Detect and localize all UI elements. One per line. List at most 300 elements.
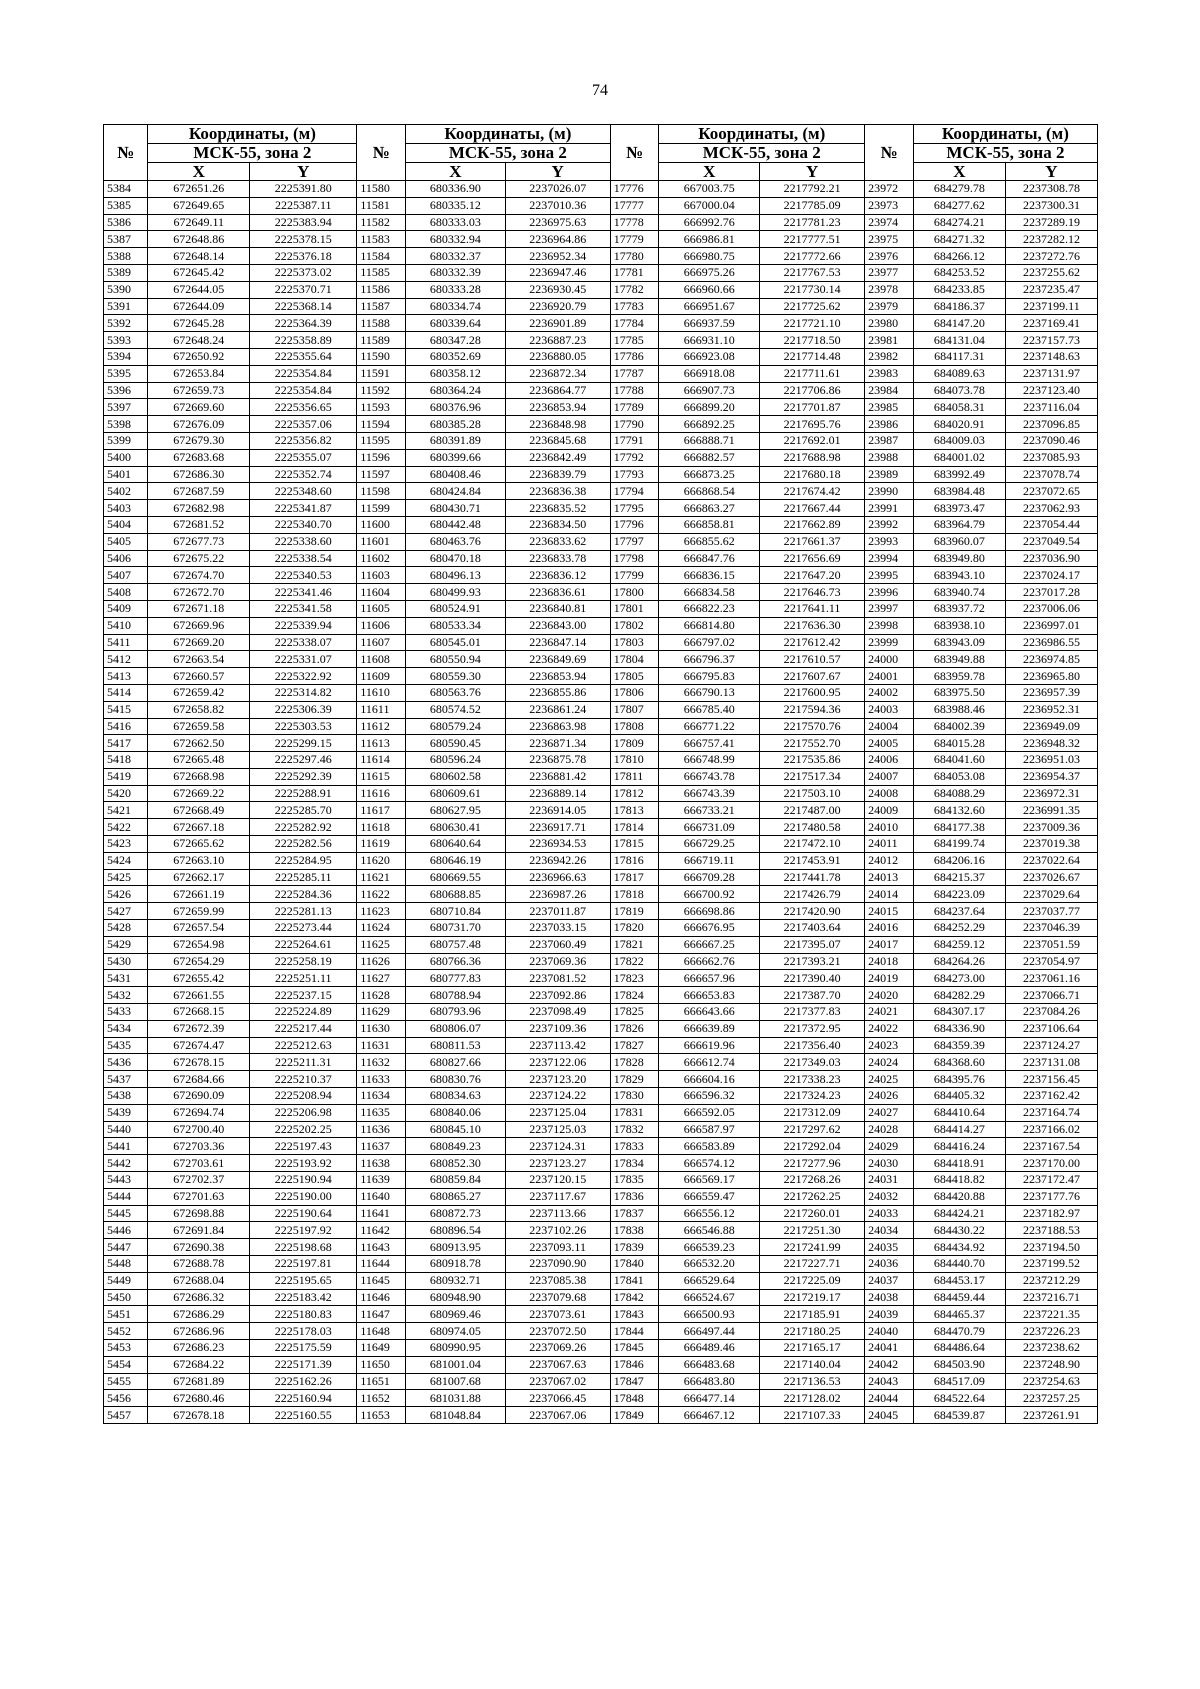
point-number-cell: 17779: [610, 231, 659, 248]
point-number-cell: 17835: [610, 1172, 659, 1189]
coord-y-cell: 2236833.62: [505, 533, 610, 550]
column-header-y: Y: [250, 163, 357, 181]
coord-x-cell: 681031.88: [406, 1390, 506, 1407]
point-number-cell: 24033: [865, 1205, 914, 1222]
coord-y-cell: 2225352.74: [250, 466, 357, 483]
coord-x-cell: 672684.66: [148, 1071, 250, 1088]
coord-y-cell: 2217487.00: [760, 802, 865, 819]
coord-x-cell: 666790.13: [659, 684, 760, 701]
coord-x-cell: 666882.57: [659, 449, 760, 466]
table-row: [104, 1054, 1098, 1071]
coord-y-cell: 2236840.81: [505, 600, 610, 617]
coord-x-cell: 672665.48: [148, 752, 250, 769]
point-number-cell: 24029: [865, 1138, 914, 1155]
coord-x-cell: 680918.78: [406, 1256, 506, 1273]
coord-x-cell: 680339.64: [406, 315, 506, 332]
point-number-cell: 17831: [610, 1104, 659, 1121]
table-row: [104, 852, 1098, 869]
coord-x-cell: 680806.07: [406, 1020, 506, 1037]
point-number-cell: 24038: [865, 1289, 914, 1306]
point-number-cell: 11589: [357, 332, 406, 349]
coord-x-cell: 684416.24: [913, 1138, 1005, 1155]
coord-y-cell: 2237272.76: [1005, 248, 1097, 265]
coord-x-cell: 683960.07: [913, 533, 1005, 550]
table-row: [104, 1356, 1098, 1373]
point-number-cell: 24017: [865, 936, 914, 953]
coord-y-cell: 2237072.50: [505, 1323, 610, 1340]
coord-x-cell: 666467.12: [659, 1407, 760, 1424]
point-number-cell: 17797: [610, 533, 659, 550]
point-number-cell: 17849: [610, 1407, 659, 1424]
point-number-cell: 5413: [104, 668, 148, 685]
coord-x-cell: 672667.18: [148, 819, 250, 836]
coord-y-cell: 2217260.01: [760, 1205, 865, 1222]
coord-x-cell: 672677.73: [148, 533, 250, 550]
coord-x-cell: 672668.15: [148, 1004, 250, 1021]
point-number-cell: 11637: [357, 1138, 406, 1155]
coord-y-cell: 2237123.27: [505, 1155, 610, 1172]
coord-x-cell: 666639.89: [659, 1020, 760, 1037]
point-number-cell: 17821: [610, 936, 659, 953]
coord-y-cell: 2225322.92: [250, 668, 357, 685]
coord-y-cell: 2237096.85: [1005, 416, 1097, 433]
point-number-cell: 5454: [104, 1356, 148, 1373]
point-number-cell: 24022: [865, 1020, 914, 1037]
point-number-cell: 17777: [610, 197, 659, 214]
coord-y-cell: 2236965.80: [1005, 668, 1097, 685]
coord-x-cell: 684020.91: [913, 416, 1005, 433]
point-number-cell: 11617: [357, 802, 406, 819]
table-row: [104, 584, 1098, 601]
point-number-cell: 17812: [610, 785, 659, 802]
coord-y-cell: 2225340.70: [250, 516, 357, 533]
point-number-cell: 11634: [357, 1088, 406, 1105]
point-number-cell: 5398: [104, 416, 148, 433]
coord-y-cell: 2237166.02: [1005, 1121, 1097, 1138]
coord-y-cell: 2236986.55: [1005, 634, 1097, 651]
coord-x-cell: 684233.85: [913, 281, 1005, 298]
coord-y-cell: 2225338.07: [250, 634, 357, 651]
coord-y-cell: 2217268.26: [760, 1172, 865, 1189]
coord-y-cell: 2225331.07: [250, 651, 357, 668]
coord-y-cell: 2225251.11: [250, 970, 357, 987]
point-number-cell: 11616: [357, 785, 406, 802]
coord-y-cell: 2236949.09: [1005, 718, 1097, 735]
coord-x-cell: 666888.71: [659, 432, 760, 449]
coord-y-cell: 2237120.15: [505, 1172, 610, 1189]
coord-y-cell: 2217219.17: [760, 1289, 865, 1306]
coord-x-cell: 680391.89: [406, 432, 506, 449]
point-number-cell: 17810: [610, 752, 659, 769]
coord-x-cell: 666657.96: [659, 970, 760, 987]
coord-x-cell: 672669.20: [148, 634, 250, 651]
coord-x-cell: 672683.68: [148, 449, 250, 466]
table-row: [104, 970, 1098, 987]
point-number-cell: 5429: [104, 936, 148, 953]
coord-y-cell: 2225368.14: [250, 298, 357, 315]
coord-x-cell: 666559.47: [659, 1188, 760, 1205]
point-number-cell: 17819: [610, 903, 659, 920]
coord-x-cell: 680333.03: [406, 214, 506, 231]
coord-y-cell: 2225160.55: [250, 1407, 357, 1424]
coord-y-cell: 2217667.44: [760, 500, 865, 517]
coord-y-cell: 2236966.63: [505, 869, 610, 886]
point-number-cell: 24040: [865, 1323, 914, 1340]
coord-y-cell: 2217612.42: [760, 634, 865, 651]
coord-y-cell: 2237125.03: [505, 1121, 610, 1138]
coord-x-cell: 680335.12: [406, 197, 506, 214]
column-header-coords: Координаты, (м): [659, 125, 865, 144]
point-number-cell: 17799: [610, 567, 659, 584]
point-number-cell: 5417: [104, 735, 148, 752]
point-number-cell: 11614: [357, 752, 406, 769]
coord-y-cell: 2217695.76: [760, 416, 865, 433]
table-row: [104, 1088, 1098, 1105]
coord-y-cell: 2225341.46: [250, 584, 357, 601]
coord-y-cell: 2225217.44: [250, 1020, 357, 1037]
point-number-cell: 5396: [104, 382, 148, 399]
coord-y-cell: 2236880.05: [505, 348, 610, 365]
coord-x-cell: 684132.60: [913, 802, 1005, 819]
coord-x-cell: 666836.15: [659, 567, 760, 584]
point-number-cell: 5416: [104, 718, 148, 735]
coord-x-cell: 680731.70: [406, 920, 506, 937]
table-row: [104, 567, 1098, 584]
coord-x-cell: 672660.57: [148, 668, 250, 685]
coord-y-cell: 2237282.12: [1005, 231, 1097, 248]
coord-y-cell: 2236930.45: [505, 281, 610, 298]
point-number-cell: 23998: [865, 617, 914, 634]
point-number-cell: 5412: [104, 651, 148, 668]
coord-y-cell: 2237308.78: [1005, 181, 1097, 198]
column-header-y: Y: [1005, 163, 1097, 181]
coord-x-cell: 680845.10: [406, 1121, 506, 1138]
point-number-cell: 11633: [357, 1071, 406, 1088]
point-number-cell: 23992: [865, 516, 914, 533]
coord-y-cell: 2225284.36: [250, 886, 357, 903]
coord-x-cell: 666653.83: [659, 987, 760, 1004]
point-number-cell: 17784: [610, 315, 659, 332]
point-number-cell: 23988: [865, 449, 914, 466]
table-row: [104, 483, 1098, 500]
coord-y-cell: 2225183.42: [250, 1289, 357, 1306]
coord-y-cell: 2225190.94: [250, 1172, 357, 1189]
coord-x-cell: 680579.24: [406, 718, 506, 735]
coord-y-cell: 2237067.06: [505, 1407, 610, 1424]
coord-y-cell: 2236964.86: [505, 231, 610, 248]
coord-x-cell: 680630.41: [406, 819, 506, 836]
page-number: 74: [592, 82, 608, 99]
coord-x-cell: 680533.34: [406, 617, 506, 634]
table-row: [104, 617, 1098, 634]
point-number-cell: 11653: [357, 1407, 406, 1424]
coord-x-cell: 684117.31: [913, 348, 1005, 365]
point-number-cell: 11640: [357, 1188, 406, 1205]
point-number-cell: 17828: [610, 1054, 659, 1071]
coord-x-cell: 666796.37: [659, 651, 760, 668]
point-number-cell: 24003: [865, 701, 914, 718]
table-row: [104, 181, 1098, 198]
coord-x-cell: 672661.19: [148, 886, 250, 903]
coord-x-cell: 672674.47: [148, 1037, 250, 1054]
coord-y-cell: 2236847.14: [505, 634, 610, 651]
point-number-cell: 23982: [865, 348, 914, 365]
coord-y-cell: 2225273.44: [250, 920, 357, 937]
point-number-cell: 17822: [610, 953, 659, 970]
coord-x-cell: 672691.84: [148, 1222, 250, 1239]
point-number-cell: 11648: [357, 1323, 406, 1340]
coord-x-cell: 684223.09: [913, 886, 1005, 903]
point-number-cell: 17788: [610, 382, 659, 399]
coord-y-cell: 2237102.26: [505, 1222, 610, 1239]
coord-y-cell: 2225355.07: [250, 449, 357, 466]
coord-x-cell: 666667.25: [659, 936, 760, 953]
coord-x-cell: 672648.24: [148, 332, 250, 349]
coord-y-cell: 2225180.83: [250, 1306, 357, 1323]
coord-y-cell: 2217441.78: [760, 869, 865, 886]
coord-x-cell: 684088.29: [913, 785, 1005, 802]
coord-x-cell: 681007.68: [406, 1373, 506, 1390]
coord-x-cell: 684368.60: [913, 1054, 1005, 1071]
coord-y-cell: 2237148.63: [1005, 348, 1097, 365]
coord-x-cell: 666524.67: [659, 1289, 760, 1306]
coord-x-cell: 672679.30: [148, 432, 250, 449]
point-number-cell: 24042: [865, 1356, 914, 1373]
coord-x-cell: 672668.49: [148, 802, 250, 819]
coord-y-cell: 2237124.27: [1005, 1037, 1097, 1054]
coord-y-cell: 2237019.38: [1005, 836, 1097, 853]
point-number-cell: 11625: [357, 936, 406, 953]
coord-y-cell: 2217349.03: [760, 1054, 865, 1071]
coord-x-cell: 684517.09: [913, 1373, 1005, 1390]
coord-x-cell: 666960.66: [659, 281, 760, 298]
coord-x-cell: 680424.84: [406, 483, 506, 500]
coord-x-cell: 672676.09: [148, 416, 250, 433]
coord-y-cell: 2236834.50: [505, 516, 610, 533]
coord-x-cell: 684147.20: [913, 315, 1005, 332]
point-number-cell: 17838: [610, 1222, 659, 1239]
coord-y-cell: 2217718.50: [760, 332, 865, 349]
coord-x-cell: 684089.63: [913, 365, 1005, 382]
coord-x-cell: 666500.93: [659, 1306, 760, 1323]
point-number-cell: 23999: [865, 634, 914, 651]
coord-x-cell: 666980.75: [659, 248, 760, 265]
point-number-cell: 11586: [357, 281, 406, 298]
coord-y-cell: 2237098.49: [505, 1004, 610, 1021]
coord-y-cell: 2225171.39: [250, 1356, 357, 1373]
table-row: [104, 281, 1098, 298]
point-number-cell: 23989: [865, 466, 914, 483]
coord-y-cell: 2217692.01: [760, 432, 865, 449]
table-row: [104, 819, 1098, 836]
coord-x-cell: 680969.46: [406, 1306, 506, 1323]
coord-x-cell: 666899.20: [659, 399, 760, 416]
coord-y-cell: 2237054.97: [1005, 953, 1097, 970]
column-header-y: Y: [505, 163, 610, 181]
point-number-cell: 17794: [610, 483, 659, 500]
coord-x-cell: 666931.10: [659, 332, 760, 349]
coord-x-cell: 672650.92: [148, 348, 250, 365]
column-header-y: Y: [760, 163, 865, 181]
point-number-cell: 11600: [357, 516, 406, 533]
point-number-cell: 17792: [610, 449, 659, 466]
point-number-cell: 5422: [104, 819, 148, 836]
coord-y-cell: 2237124.31: [505, 1138, 610, 1155]
coord-y-cell: 2225190.64: [250, 1205, 357, 1222]
table-row: [104, 651, 1098, 668]
point-number-cell: 5433: [104, 1004, 148, 1021]
coord-x-cell: 666868.54: [659, 483, 760, 500]
coord-x-cell: 666873.25: [659, 466, 760, 483]
coord-x-cell: 672654.98: [148, 936, 250, 953]
coord-x-cell: 672645.28: [148, 315, 250, 332]
point-number-cell: 23990: [865, 483, 914, 500]
point-number-cell: 5448: [104, 1256, 148, 1273]
coord-x-cell: 680332.37: [406, 248, 506, 265]
coord-x-cell: 672648.14: [148, 248, 250, 265]
table-row: [104, 836, 1098, 853]
coord-x-cell: 666532.20: [659, 1256, 760, 1273]
coord-x-cell: 684015.28: [913, 735, 1005, 752]
coord-y-cell: 2217647.20: [760, 567, 865, 584]
coord-y-cell: 2237051.59: [1005, 936, 1097, 953]
coord-x-cell: 672672.39: [148, 1020, 250, 1037]
coord-y-cell: 2237069.36: [505, 953, 610, 970]
table-row: [104, 382, 1098, 399]
point-number-cell: 17840: [610, 1256, 659, 1273]
coord-x-cell: 666986.81: [659, 231, 760, 248]
coord-x-cell: 666700.92: [659, 886, 760, 903]
coord-y-cell: 2236991.35: [1005, 802, 1097, 819]
coord-y-cell: 2237164.74: [1005, 1104, 1097, 1121]
coord-y-cell: 2217403.64: [760, 920, 865, 937]
coord-y-cell: 2217570.76: [760, 718, 865, 735]
point-number-cell: 5428: [104, 920, 148, 937]
coord-x-cell: 684186.37: [913, 298, 1005, 315]
coord-y-cell: 2217725.62: [760, 298, 865, 315]
coord-x-cell: 672657.54: [148, 920, 250, 937]
coord-x-cell: 666612.74: [659, 1054, 760, 1071]
coord-y-cell: 2236952.31: [1005, 701, 1097, 718]
coord-x-cell: 666731.09: [659, 819, 760, 836]
column-header-num: №: [357, 125, 406, 181]
point-number-cell: 11646: [357, 1289, 406, 1306]
coord-y-cell: 2237116.04: [1005, 399, 1097, 416]
coord-x-cell: 683988.46: [913, 701, 1005, 718]
coord-x-cell: 683940.74: [913, 584, 1005, 601]
point-number-cell: 17814: [610, 819, 659, 836]
table-row: [104, 315, 1098, 332]
coord-y-cell: 2237123.40: [1005, 382, 1097, 399]
coord-y-cell: 2237238.62: [1005, 1339, 1097, 1356]
coord-x-cell: 672680.46: [148, 1390, 250, 1407]
point-number-cell: 5438: [104, 1088, 148, 1105]
coord-y-cell: 2237235.47: [1005, 281, 1097, 298]
coord-x-cell: 680524.91: [406, 600, 506, 617]
coord-y-cell: 2225197.92: [250, 1222, 357, 1239]
coord-y-cell: 2217785.09: [760, 197, 865, 214]
coord-x-cell: 683949.80: [913, 550, 1005, 567]
point-number-cell: 11597: [357, 466, 406, 483]
point-number-cell: 11608: [357, 651, 406, 668]
coord-x-cell: 684503.90: [913, 1356, 1005, 1373]
coord-x-cell: 680757.48: [406, 936, 506, 953]
point-number-cell: 5409: [104, 600, 148, 617]
point-number-cell: 11599: [357, 500, 406, 517]
coord-x-cell: 672669.96: [148, 617, 250, 634]
coord-x-cell: 666698.86: [659, 903, 760, 920]
coord-y-cell: 2237067.02: [505, 1373, 610, 1390]
coord-y-cell: 2217277.96: [760, 1155, 865, 1172]
point-number-cell: 5456: [104, 1390, 148, 1407]
coord-x-cell: 684465.37: [913, 1306, 1005, 1323]
coord-x-cell: 672686.32: [148, 1289, 250, 1306]
coord-y-cell: 2237078.74: [1005, 466, 1097, 483]
coord-y-cell: 2225162.26: [250, 1373, 357, 1390]
coord-y-cell: 2217646.73: [760, 584, 865, 601]
coord-x-cell: 672649.11: [148, 214, 250, 231]
coord-x-cell: 672686.23: [148, 1339, 250, 1356]
point-number-cell: 17820: [610, 920, 659, 937]
coord-y-cell: 2225258.19: [250, 953, 357, 970]
coord-x-cell: 680352.69: [406, 348, 506, 365]
coord-y-cell: 2236849.69: [505, 651, 610, 668]
coord-y-cell: 2225357.06: [250, 416, 357, 433]
coord-x-cell: 683975.50: [913, 684, 1005, 701]
coord-y-cell: 2225356.65: [250, 399, 357, 416]
coord-y-cell: 2237131.08: [1005, 1054, 1097, 1071]
point-number-cell: 23993: [865, 533, 914, 550]
point-number-cell: 5390: [104, 281, 148, 298]
coord-y-cell: 2237026.67: [1005, 869, 1097, 886]
coord-y-cell: 2236835.52: [505, 500, 610, 517]
coord-y-cell: 2225299.15: [250, 735, 357, 752]
point-number-cell: 11595: [357, 432, 406, 449]
coord-y-cell: 2217140.04: [760, 1356, 865, 1373]
coord-y-cell: 2225341.87: [250, 500, 357, 517]
point-number-cell: 11639: [357, 1172, 406, 1189]
coord-x-cell: 666797.02: [659, 634, 760, 651]
coord-x-cell: 683937.72: [913, 600, 1005, 617]
point-number-cell: 5406: [104, 550, 148, 567]
point-number-cell: 17847: [610, 1373, 659, 1390]
coord-x-cell: 684131.04: [913, 332, 1005, 349]
table-row: [104, 1205, 1098, 1222]
coord-x-cell: 680358.12: [406, 365, 506, 382]
point-number-cell: 11642: [357, 1222, 406, 1239]
point-number-cell: 5442: [104, 1155, 148, 1172]
point-number-cell: 24021: [865, 1004, 914, 1021]
coord-y-cell: 2236972.31: [1005, 785, 1097, 802]
coord-y-cell: 2217517.34: [760, 768, 865, 785]
point-number-cell: 11620: [357, 852, 406, 869]
coord-y-cell: 2225237.15: [250, 987, 357, 1004]
point-number-cell: 24018: [865, 953, 914, 970]
point-number-cell: 5455: [104, 1373, 148, 1390]
coord-x-cell: 666489.46: [659, 1339, 760, 1356]
coord-x-cell: 680590.45: [406, 735, 506, 752]
point-number-cell: 23973: [865, 197, 914, 214]
coord-x-cell: 666643.66: [659, 1004, 760, 1021]
table-row: [104, 231, 1098, 248]
coord-x-cell: 666574.12: [659, 1155, 760, 1172]
coord-x-cell: 680609.61: [406, 785, 506, 802]
coord-x-cell: 666771.22: [659, 718, 760, 735]
coord-y-cell: 2217656.69: [760, 550, 865, 567]
coord-y-cell: 2225364.39: [250, 315, 357, 332]
coord-y-cell: 2217674.42: [760, 483, 865, 500]
coord-x-cell: 683959.78: [913, 668, 1005, 685]
